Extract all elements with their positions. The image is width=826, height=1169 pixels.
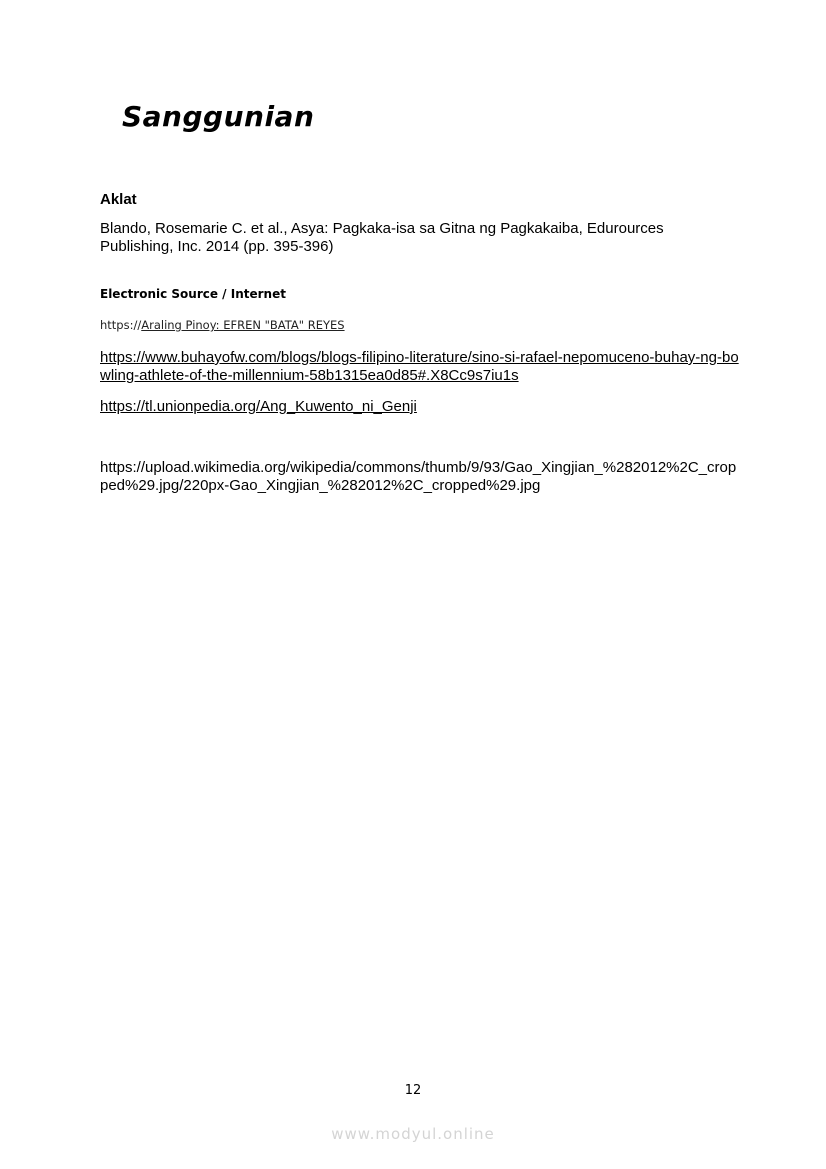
watermark: www.modyul.online <box>331 1125 495 1143</box>
araling-pinoy-reference <box>100 318 345 332</box>
page-title: Sanggunian <box>122 100 315 133</box>
section-heading-aklat: Aklat <box>100 191 137 208</box>
buhayofw-link[interactable]: https://www.buhayofw.com/blogs/blogs-filipino-literature/sino-si-rafael-nepomuceno-buhay-ng-bowling-athlete-of-the-millennium-58b1315ea0d85#.X8Cc9s7iu1s <box>100 349 739 384</box>
section-heading-electronic-source: Electronic Source / Internet <box>100 287 286 301</box>
wikimedia-url: https://upload.wikimedia.org/wikipedia/commons/thumb/9/93/Gao_Xingjian_%282012%2C_cropped%29.jpg/220px-Gao_Xingjian_%282012%2C_cropped%29.jpg <box>100 459 737 494</box>
book-reference <box>100 220 730 256</box>
unionpedia-link[interactable]: https://tl.unionpedia.org/Ang_Kuwento_ni_Genji <box>100 398 417 415</box>
book-reference-line2: Publishing, Inc. 2014 (pp. 395-396) <box>100 238 334 255</box>
page-number: 12 <box>404 1083 422 1098</box>
araling-pinoy-link[interactable]: Araling Pinoy: EFREN "BATA" REYES <box>141 318 345 332</box>
book-reference-line1: Blando, Rosemarie C. et al., Asya: Pagkaka-isa sa Gitna ng Pagkakaiba, Edurources <box>100 220 664 237</box>
araling-prefix: https:// <box>100 318 142 332</box>
